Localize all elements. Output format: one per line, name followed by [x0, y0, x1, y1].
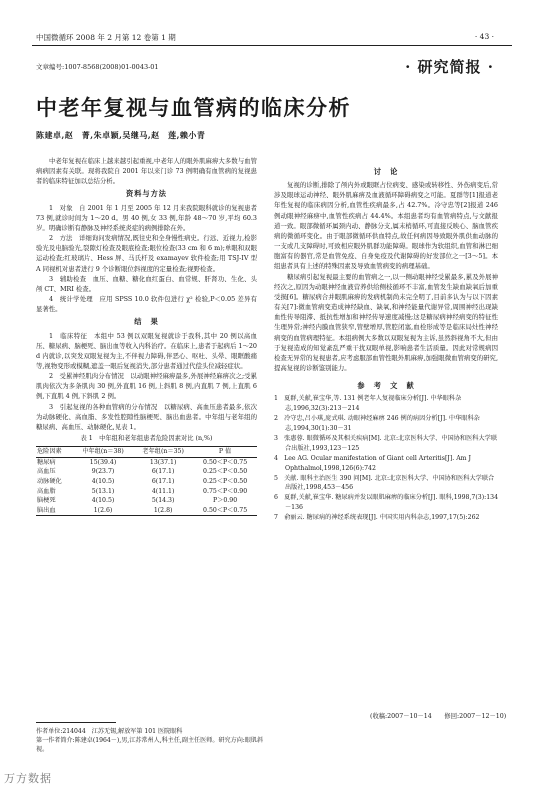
table-cell: 5(13.1)	[91, 487, 115, 495]
results-paragraph: 3 引起复视的各种血管病的分布情况 以糖尿病、高血压患者最多,依次为动脉硬化、高血脂、多发性腔隙性脑梗死、脑出血患者。中年组与老年组的糖尿病、高血压、动脉硬化,见表 1。	[36, 402, 257, 431]
table-cell: 1(2.8)	[153, 506, 173, 514]
discussion-paragraph: 复视的诊断,排除了颅内外或眼眶占位病变、感染或转移性、外伤病变后,常涉及眼球运动神经、眼外肌麻痹及血液循环障碍病变之可能。夏群等[1]报道老年性复视的临床病因分析,血管性疾病最多,占 42.7%。冷守忠等[2]报道 246 例动眼神经麻痹中,血管性疾病占 44.4%。本组患者均有血管病特点,与文献报道一致。眼部微循环属颈内动、静脉分支,属末梢循环,可直接反映心、脑血管疾病的微循环变化。由于眼部微循环供血特点,故任何病因导致眼外肌供血动脉的一支或几支障碍时,可致相应眼外肌群功能障碍。眼球作为软组织,血管和淋巴细胞富有的器官,常是血管免疫、自身免疫及代谢障碍的好发部位之一[3～5]。本组患者具有上述的特殊因素及导致血管病变的病理基础。	[274, 181, 498, 271]
table-cell: 5(14.3)	[151, 497, 175, 505]
table-row	[36, 496, 257, 506]
methods-paragraph: 2 方法 详细询问发病情况,既往史和全身慢性病史。行远、近视力,检影验光及电脑验光,裂隙灯检查及眼底检查;眼位检查(33 cm 和 6 m);单眼和双眼运动检查;红玻璃片、Hess 屏、马氏杆及 examayev 软件检查;用 TSJ-IV 型 A 同视机对患者进行 9 个诊断眼位斜视度的定量检查;视野检查。	[36, 234, 257, 273]
left-column	[36, 156, 257, 516]
article-number: 文章编号:1007-8568(2008)01-0043-01	[36, 63, 159, 71]
reference-item: 3 张惠蓉. 眼微循环及其相关疾病[M]. 北京:北京医科大学、中国协和医科大学联合出版社,1993,123－125	[274, 434, 498, 452]
discussion-paragraph: 糖尿病引起复视最主要的血管病之一,以一侧动眼神经受累最多,累及外展神经次之,原因为动眼神经血液营养供给侧枝循环不丰富,血管发生缺血缺氧后加重受损[6]。糖尿病合并眼肌麻痹的发病机制尚未完全明了,目前多认为与以下因素有关[7]:微血管病变造成神经缺血、缺氧,和神经能量代谢异常,周围神经出现缺血性传导阻滞、抵抗性增加和神经传导速度减慢;这是糖尿病神经病变的特征性生理异常;神经内膜血管狭窄,管壁增厚,管腔闭塞,血栓形成等是临床局灶性神经病变的血管病理特征。本组病例大多数以双眼复视为主诉,虽然斜视角不大,但由于复视造成的知觉紊乱严重干扰双眼单视,影响患者生活质量。因此对常规病因检查无异常的复视患者,应考虑服部血管性眼外肌麻痹,加强眼微血管病变的研究,提高复视的诊断鉴别能力。	[274, 272, 498, 372]
table-header-cell: 危险因素	[37, 448, 62, 456]
page-number: · 43 ·	[474, 32, 494, 41]
reference-item: 1 夏群,关献,崔宝华,等. 131 例老年人复视临床分析[J]. 中华眼科杂志,1996,32(3):213－214	[274, 395, 462, 413]
footnote-rule	[36, 722, 116, 723]
watermark-text: 万方数据	[4, 772, 52, 785]
table-row	[36, 467, 257, 477]
reference-item: 6 夏群,关献,崔宝华. 糖尿病并发以眼肌麻痹的临床分析[J]. 眼科,1998,7(3):134－136	[274, 494, 499, 512]
received-date: (收稿:2007－10－14 修回:2007－12－10)	[370, 713, 507, 720]
methods-heading: 资料与方法	[126, 189, 167, 199]
reference-item: 2 冷守忠,吕小琪,庞式琪. 动眼神经麻痹 246 例的病因分析[J]. 中华眼科杂志,1994,30(1):30－31	[274, 415, 480, 432]
journal-header: 中国微循环 2008 年 2 月第 12 卷第 1 期	[36, 33, 176, 42]
table-row	[36, 506, 257, 516]
table-cell: 6(17.1)	[151, 468, 175, 476]
table-cell: 高血压	[37, 468, 56, 476]
table-cell: 4(11.1)	[151, 487, 175, 495]
table-row	[36, 477, 257, 487]
methods-paragraph: 4 统计学处理 应用 SPSS 10.0 软件包进行 χ² 检验,P＜0.05 差异有显著性。	[36, 295, 257, 314]
table-cell: 0.25＜P＜0.50	[203, 478, 248, 485]
table-cell: 13(37.1)	[149, 458, 177, 466]
results-paragraph: 2 受累神经肌肉分布情况 以动眼神经麻痹最多,外展神经麻痹次之;受累肌肉依次为多条肌肉 30 例,外直肌 16 例,上斜肌 8 例,内直肌 7 例,上直肌 6 例,下直肌 4 例,下斜肌 2 例。	[36, 372, 257, 401]
table-cell: 1(2.6)	[93, 506, 113, 514]
table-cell: 脑梗死	[37, 497, 56, 505]
table-cell: 脑出血	[37, 506, 56, 514]
article-authors: 陈建卓,赵 菁,朱卓颖,吴继马,赵 莲,赖小青	[36, 130, 206, 140]
table-cell: 高血脂	[37, 487, 56, 495]
discussion-heading: 讨 论	[373, 167, 399, 176]
table-cell: 动脉硬化	[37, 478, 62, 485]
table-cell: 糖尿病	[37, 458, 56, 466]
references-heading: 参 考 文 献	[357, 381, 415, 391]
section-label: · 研究简报 ·	[405, 58, 494, 76]
footnote-first-author: 第一作者简介:陈建卓(1964－),男,江苏常州人,科主任,副主任医师。研究方向:眼肌斜视。	[36, 737, 264, 753]
methods-paragraph: 3 辅助检查 血压、血糖、糖化血红蛋白、血常规、肝肾功、生化、头颅 CT、MRI 检查。	[36, 274, 257, 293]
table-cell: 15(39.4)	[89, 458, 117, 466]
table-row	[36, 457, 257, 467]
table-header-cell: 中年组(n＝38)	[82, 448, 124, 456]
table-header-row	[36, 447, 257, 458]
footnote-affiliation: 作者单位:214044 江苏无锡,解放军第 101 医院眼科	[36, 728, 183, 735]
reference-item: 4 Lee AG. Ocular manifestation of Giant cell Arteritis[J]. Am J Ophthalmol,1998,126(6):742	[274, 454, 471, 472]
intro-paragraph: 中老年复视在临床上越来越引起重视,中老年人的眼外肌麻痹大多数与血管病病因素有关联。现将我院自 2001 年以来门诊 73 例明确有血管病的复视患者的临床特征加以总结分析。	[36, 157, 257, 186]
table-row	[36, 487, 257, 497]
table-header-cell: 老年组(n＝35)	[142, 448, 184, 456]
table-cell: 6(17.1)	[151, 478, 175, 485]
table-cell: 9(23.7)	[91, 468, 115, 476]
reference-list	[274, 394, 498, 523]
reference-item: 7 俞丽云. 糖尿病的神经系统表现[J]. 中国实用内科杂志,1997,17(5):262	[274, 514, 480, 522]
table-cell: P＞0.90	[213, 497, 238, 505]
risk-factor-table	[36, 434, 257, 516]
results-heading: 结 果	[134, 317, 159, 327]
table-caption: 表 1 中年组和老年组患者危险因素对比 (n,%)	[80, 435, 213, 443]
header-rule	[32, 45, 512, 46]
methods-paragraph: 1 对象 自 2001 年 1 月至 2005 年 12 月来我院眼科就诊的复视患者 73 例,就诊时间为 1～20 d。男 40 例,女 33 例,年龄 48～70 岁,平均 60.3 岁。明确诊断有静脉及神经系统炎症的病例排除在外。	[36, 203, 257, 232]
table-cell: 0.75＜P＜0.90	[203, 487, 248, 495]
table-cell: 4(10.5)	[91, 478, 115, 485]
author-footnote	[36, 727, 266, 754]
table-cell: 4(10.5)	[91, 497, 115, 505]
table-cell: 0.50＜P＜0.75	[203, 506, 248, 514]
reference-item: 5 关献. 眼科主治医生 390 问[M]. 北京:北京医科大学、中国协和医科大学联合出版社,1998,453－456	[274, 474, 495, 492]
table-header-cell: P 值	[218, 448, 232, 456]
right-column	[274, 164, 498, 523]
table-cell: 0.25＜P＜0.50	[203, 468, 248, 476]
results-paragraph: 1 临床特征 本组中 53 例以双眼复视就诊于我科,其中 20 例以高血压、糖尿病、脑梗死、脑出血等收入内科治疗。在临床上,患者于起病后 1～20 d 内就诊,以突发双眼复视为主,不伴视力障碍,伴恶心、呕吐、头晕、眼眶酸痛等,视物变形或模糊,遮盖一眼后复视消失,部分患者通过代偿头位减轻症状。	[36, 331, 257, 370]
article-title: 中老年复视与血管病的临床分析	[36, 95, 351, 120]
table-cell: 0.50＜P＜0.75	[203, 458, 248, 466]
